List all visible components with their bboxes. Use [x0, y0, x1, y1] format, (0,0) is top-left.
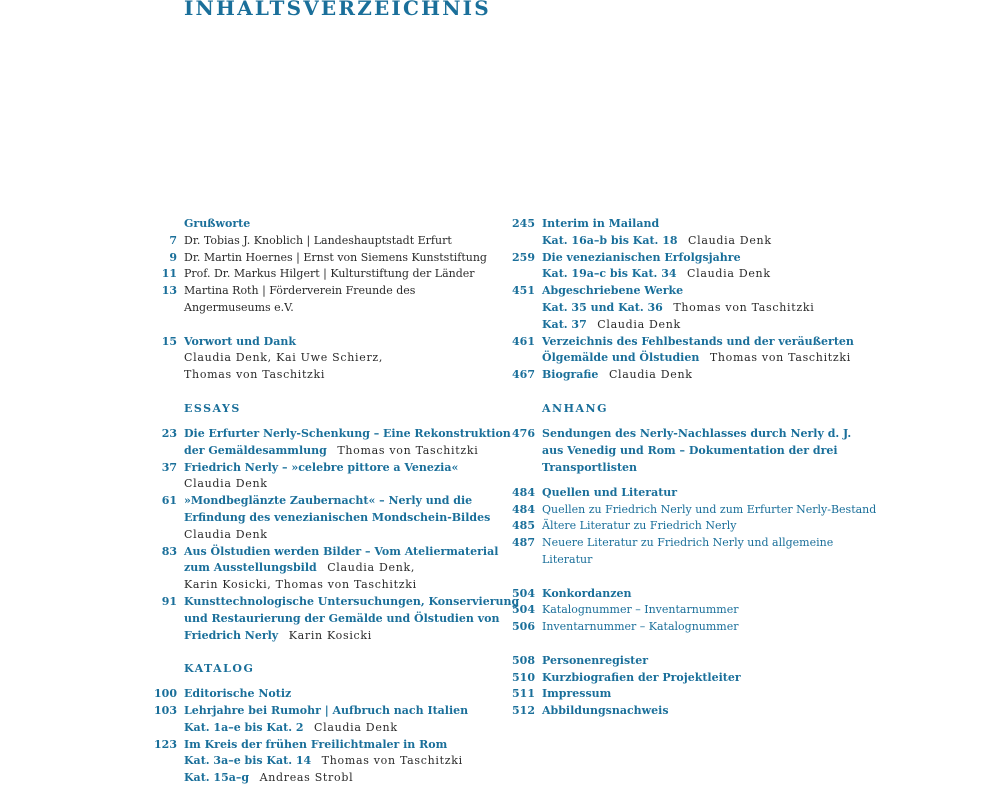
entry-title: Friedrich Nerly — [184, 628, 279, 642]
entry-title: Lehrjahre bei Rumohr | Aufbruch nach Italien — [184, 704, 469, 718]
entry-title: Personenregister — [542, 653, 649, 667]
entry-title: Abgeschriebene Werke — [542, 284, 684, 298]
entry-text: Katalognummer – Inventarnummer — [542, 603, 739, 617]
spacer — [498, 636, 828, 653]
author-text: Thomas von Taschitzki — [673, 300, 815, 314]
toc-entry-continued[interactable] — [140, 560, 470, 577]
toc-entry[interactable] — [498, 334, 854, 351]
entry-authors — [140, 350, 470, 367]
entry-title: Sendungen des Nerly-Nachlasses durch Nerly d. J. — [542, 426, 852, 440]
page-number: 504 — [512, 603, 535, 617]
page-number: 485 — [512, 519, 535, 533]
author-text: Karin Kosicki, Thomas von Taschitzki — [184, 578, 417, 592]
section-heading-katalog: KATALOG — [184, 662, 255, 676]
toc-entry[interactable] — [140, 250, 487, 267]
entry-title: Verzeichnis des Fehlbestands und der veräußerten — [542, 334, 854, 348]
toc-entry[interactable] — [140, 266, 475, 283]
toc-entry-continued[interactable] — [140, 510, 491, 527]
author-text: Thomas von Taschitzki — [184, 368, 326, 382]
page-number: 508 — [512, 653, 535, 667]
toc-entry[interactable] — [140, 426, 511, 443]
author-text: Claudia Denk — [184, 477, 268, 491]
toc-subentry[interactable] — [140, 753, 470, 770]
entry-text: Dr. Tobias J. Knoblich | Landeshauptstadt Erfurt — [184, 233, 452, 247]
entry-text: Prof. Dr. Markus Hilgert | Kulturstiftung der Länder — [184, 267, 475, 281]
toc-entry[interactable] — [498, 367, 828, 384]
page-number: 259 — [512, 250, 535, 264]
spacer — [140, 678, 470, 686]
toc-entry-continued[interactable] — [140, 611, 500, 628]
toc-entry[interactable] — [140, 737, 470, 754]
toc-entry[interactable] — [140, 233, 470, 250]
section-title: Grußworte — [184, 217, 251, 230]
section-heading-anhang: ANHANG — [542, 401, 608, 415]
toc-subentry[interactable] — [498, 266, 828, 283]
entry-title: Friedrich Nerly – »celebre pittore a Venezia« — [184, 460, 459, 474]
toc-entry[interactable] — [140, 460, 470, 477]
toc-entry-continued[interactable] — [498, 443, 838, 460]
toc-entry-vorwort[interactable] — [140, 334, 470, 351]
entry-text: Angermuseums e.V. — [184, 300, 294, 314]
entry-subtitle: Kat. 37 — [542, 317, 587, 331]
spacer — [498, 569, 828, 586]
entry-title: Im Kreis der frühen Freilichtmaler in Rom — [184, 737, 448, 751]
entry-title: Impressum — [542, 687, 612, 701]
toc-entry[interactable] — [140, 594, 520, 611]
toc-subentry[interactable] — [498, 619, 828, 636]
page-number: 61 — [161, 494, 177, 508]
entry-text: Martina Roth | Förderverein Freunde des — [184, 284, 416, 298]
entry-authors — [140, 577, 470, 594]
toc-entry[interactable] — [498, 485, 828, 502]
author-text: Claudia Denk, Kai Uwe Schierz, — [184, 351, 384, 365]
author-text: Andreas Strobl — [259, 771, 354, 785]
entry-text: Inventarnummer – Katalognummer — [542, 620, 739, 634]
toc-entry[interactable] — [140, 703, 470, 720]
entry-title: Vorwort und Dank — [184, 334, 296, 348]
toc-subentry[interactable] — [498, 502, 877, 519]
entry-subtitle: Kat. 35 und Kat. 36 — [542, 300, 663, 314]
entry-authors — [140, 476, 470, 493]
page-number: 510 — [512, 670, 535, 684]
toc-right-column — [498, 216, 877, 720]
page-number: 7 — [169, 233, 177, 247]
author-text: Claudia Denk — [608, 368, 693, 382]
author-text: Thomas von Taschitzki — [337, 443, 479, 457]
toc-subentry[interactable] — [140, 770, 470, 787]
author-text: Claudia Denk, — [327, 561, 416, 575]
spacer — [140, 644, 470, 661]
section-heading-essays: ESSAYS — [184, 401, 241, 415]
toc-entry-continued[interactable] — [140, 628, 470, 645]
entry-title: Interim in Mailand — [542, 217, 660, 230]
entry-title: der Gemäldesammlung — [184, 443, 327, 457]
entry-title: Die Erfurter Nerly-Schenkung – Eine Rekonstruktion — [184, 426, 511, 440]
page-number: 484 — [512, 485, 535, 499]
toc-entry[interactable] — [498, 670, 828, 687]
page-number: 103 — [154, 704, 177, 718]
page-number: 83 — [161, 544, 177, 558]
entry-title: Kurzbiografien der Projektleiter — [542, 670, 741, 684]
author-text: Claudia Denk — [597, 317, 681, 331]
entry-title: aus Venedig und Rom – Dokumentation der drei — [542, 443, 838, 457]
entry-title: Biografie — [542, 368, 599, 382]
toc-entry-continued[interactable] — [498, 460, 828, 477]
entry-subtitle: Kat. 15a–g — [184, 771, 250, 785]
toc-entry[interactable] — [140, 493, 473, 510]
page-number: 484 — [512, 502, 535, 516]
author-text: Claudia Denk — [314, 720, 398, 734]
page-number: 15 — [161, 334, 177, 348]
entry-title: Aus Ölstudien werden Bilder – Vom Ateliermaterial — [184, 544, 499, 558]
author-text: Thomas von Taschitzki — [321, 754, 463, 768]
page-number: 37 — [161, 460, 177, 474]
page-number: 511 — [512, 687, 535, 701]
entry-title: »Mondbeglänzte Zaubernacht« – Nerly und die — [184, 494, 473, 508]
author-text: Claudia Denk — [687, 267, 771, 281]
entry-subtitle: Kat. 16a–b bis Kat. 18 — [542, 233, 678, 247]
page-number: 23 — [161, 426, 177, 440]
toc-subentry[interactable] — [140, 720, 470, 737]
toc-entry[interactable] — [498, 283, 828, 300]
toc-subentry-continued[interactable] — [498, 552, 828, 569]
spacer — [498, 418, 828, 426]
page-number: 476 — [512, 426, 535, 440]
toc-entry[interactable] — [498, 426, 852, 443]
entry-subtitle: Kat. 19a–c bis Kat. 34 — [542, 267, 677, 281]
entry-text: Ältere Literatur zu Friedrich Nerly — [542, 519, 737, 533]
toc-subentry[interactable] — [498, 602, 828, 619]
entry-title: Erfindung des venezianischen Mondschein-Bildes — [184, 510, 491, 524]
spacer — [498, 384, 828, 401]
entry-title: zum Ausstellungsbild — [184, 561, 317, 575]
page-number: 512 — [512, 704, 535, 718]
author-text: Karin Kosicki — [288, 628, 372, 642]
toc-entry[interactable] — [498, 686, 828, 703]
toc-subentry[interactable] — [498, 535, 834, 552]
entry-title: Transportlisten — [542, 460, 638, 474]
entry-title: Konkordanzen — [542, 586, 632, 600]
spacer — [140, 384, 470, 401]
page-number: 504 — [512, 586, 535, 600]
toc-entry[interactable] — [498, 216, 828, 233]
author-text: Claudia Denk — [184, 527, 268, 541]
entry-title: Quellen und Literatur — [542, 485, 678, 499]
page-number: 245 — [512, 217, 535, 230]
toc-subentry[interactable] — [498, 317, 828, 334]
page-number: 461 — [512, 334, 535, 348]
page-number: 451 — [512, 284, 535, 298]
toc-entry[interactable] — [498, 586, 828, 603]
entry-subtitle: Kat. 3a–e bis Kat. 14 — [184, 754, 312, 768]
page-number: 13 — [161, 284, 177, 298]
toc-entry-continued — [140, 300, 470, 317]
spacer — [140, 317, 470, 334]
page-title: INHALTSVERZEICHNIS — [184, 0, 491, 20]
entry-authors — [140, 367, 470, 384]
toc-entry[interactable] — [498, 653, 828, 670]
page-number: 487 — [512, 536, 535, 550]
author-text: Thomas von Taschitzki — [709, 351, 851, 365]
entry-title: Editorische Notiz — [184, 687, 292, 701]
page-number: 123 — [154, 737, 177, 751]
entry-authors — [140, 527, 470, 544]
page-number: 11 — [161, 267, 177, 281]
entry-text: Dr. Martin Hoernes | Ernst von Siemens Kunststiftung — [184, 250, 487, 264]
toc-entry[interactable] — [140, 283, 470, 300]
toc-subentry[interactable] — [498, 518, 828, 535]
toc-entry[interactable] — [498, 250, 828, 267]
toc-subentry[interactable] — [498, 300, 828, 317]
page-number: 9 — [169, 250, 177, 264]
entry-text: Literatur — [542, 552, 593, 566]
entry-text: Neuere Literatur zu Friedrich Nerly und allgemeine — [542, 536, 834, 550]
toc-entry[interactable] — [140, 686, 470, 703]
page-number: 506 — [512, 620, 535, 634]
entry-title: Die venezianischen Erfolgsjahre — [542, 250, 741, 264]
spacer — [498, 476, 828, 484]
section-title-grussworte[interactable] — [140, 216, 470, 233]
page-number: 467 — [512, 368, 535, 382]
page-number: 100 — [154, 687, 177, 701]
entry-title: Abbildungsnachweis — [542, 704, 669, 718]
spacer — [140, 418, 470, 426]
entry-subtitle: Kat. 1a–e bis Kat. 2 — [184, 720, 304, 734]
toc-entry[interactable] — [140, 544, 499, 561]
toc-entry-continued[interactable] — [140, 443, 479, 460]
entry-text: Quellen zu Friedrich Nerly und zum Erfurter Nerly-Bestand — [542, 502, 877, 516]
entry-title: Ölgemälde und Ölstudien — [542, 351, 700, 365]
page-number: 91 — [161, 594, 177, 608]
author-text: Claudia Denk — [688, 233, 772, 247]
toc-subentry[interactable] — [498, 233, 828, 250]
toc-left-column — [140, 216, 520, 787]
toc-entry[interactable] — [498, 703, 828, 720]
toc-entry-continued[interactable] — [498, 350, 851, 367]
entry-title: Kunsttechnologische Untersuchungen, Konservierung — [184, 594, 520, 608]
entry-title: und Restaurierung der Gemälde und Ölstudien von — [184, 611, 500, 625]
